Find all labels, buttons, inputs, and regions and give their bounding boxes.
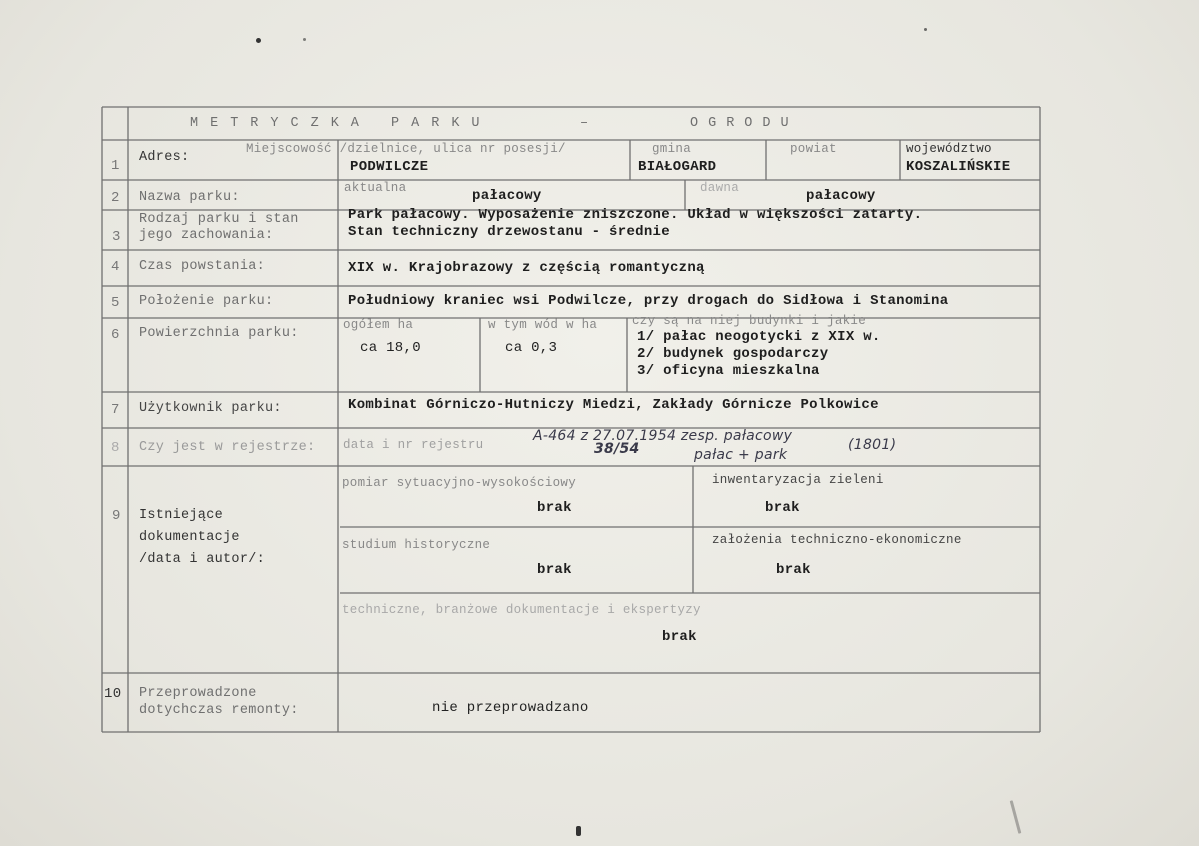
location-value: Południowy kraniec wsi Podwilcze, przy drogach do Sidłowa i Stanomina <box>348 293 949 309</box>
handwritten-registry-number: 38/54 <box>594 441 640 457</box>
total-area-label: ogółem ha <box>343 318 414 332</box>
docs-label-line2: dokumentacje <box>139 530 240 545</box>
creation-time-value: XIX w. Krajobrazowy z częścią romantyczną <box>348 260 705 276</box>
user-value: Kombinat Górniczo-Hutniczy Miedzi, Zakłady Górnicze Polkowice <box>348 397 879 413</box>
survey-value: brak <box>537 500 572 516</box>
row-number: 4 <box>111 259 120 275</box>
row-number: 10 <box>104 686 122 702</box>
handwritten-year: (1801) <box>848 437 897 453</box>
current-name-label: aktualna <box>344 181 407 195</box>
buildings-item: 2/ budynek gospodarczy <box>637 346 829 362</box>
voivodeship-label: województwo <box>906 142 992 156</box>
row-number: 5 <box>111 295 120 311</box>
econ-value: brak <box>776 562 811 578</box>
row-number: 1 <box>111 158 120 174</box>
row-number: 2 <box>111 190 120 206</box>
inventory-value: brak <box>765 500 800 516</box>
row-number: 8 <box>111 440 120 456</box>
current-name-value: pałacowy <box>472 188 542 204</box>
park-type-line1: Park pałacowy. Wyposażenie zniszczone. Układ w większości zatarty. <box>348 207 923 223</box>
user-label: Użytkownik parku: <box>139 401 282 416</box>
park-type-line2: Stan techniczny drzewostanu - średnie <box>348 224 670 240</box>
docs-label-line1: Istniejące <box>139 508 224 523</box>
scan-speck <box>256 38 261 43</box>
tech-docs-value: brak <box>662 629 697 645</box>
tech-docs-label: techniczne, branżowe dokumentacje i ekspertyzy <box>342 603 701 617</box>
history-label: studium historyczne <box>342 538 491 552</box>
park-type-label-line2: jego zachowania: <box>139 228 274 243</box>
former-name-label: dawna <box>700 181 740 195</box>
locality-label: Miejscowość /dzielnice, ulica nr posesji/ <box>246 142 566 156</box>
location-label: Położenie parku: <box>139 294 274 309</box>
voivodeship-value: KOSZALIŃSKIE <box>906 159 1011 175</box>
row-number: 3 <box>112 229 121 245</box>
powiat-label: powiat <box>790 142 837 156</box>
buildings-label: czy są na niej budynki i jakie <box>632 314 867 328</box>
buildings-item: 3/ oficyna mieszkalna <box>637 363 820 379</box>
registry-date-label: data i nr rejestru <box>343 438 484 452</box>
scan-speck <box>303 38 306 41</box>
park-type-label-line1: Rodzaj parku i stan <box>139 212 299 227</box>
address-label: Adres: <box>139 150 190 165</box>
buildings-item: 1/ pałac neogotycki z XIX w. <box>637 329 881 345</box>
econ-label: założenia techniczno-ekonomiczne <box>712 533 962 547</box>
creation-time-label: Czas powstania: <box>139 259 266 274</box>
row-number: 7 <box>111 402 120 418</box>
handwritten-note: pałac + park <box>694 447 788 463</box>
repairs-value: nie przeprowadzano <box>432 700 589 716</box>
form-title-dash: – <box>580 116 589 131</box>
park-name-label: Nazwa parku: <box>139 190 240 205</box>
water-area-label: w tym wód w ha <box>488 318 598 332</box>
docs-label-line3: /data i autor/: <box>139 552 266 567</box>
locality-value: PODWILCZE <box>350 159 429 175</box>
registry-label: Czy jest w rejestrze: <box>139 440 316 455</box>
repairs-label-line2: dotychczas remonty: <box>139 703 299 718</box>
row-number: 9 <box>112 508 121 524</box>
former-name-value: pałacowy <box>806 188 876 204</box>
repairs-label-line1: Przeprowadzone <box>139 686 257 701</box>
gmina-value: BIAŁOGARD <box>638 159 717 175</box>
water-area-value: ca 0,3 <box>505 340 558 356</box>
row-number: 6 <box>111 327 120 343</box>
handwritten-registry-entry: A-464 z 27.07.1954 zesp. pałacowy <box>533 428 793 444</box>
survey-label: pomiar sytuacyjno-wysokościowy <box>342 476 577 490</box>
form-title-right: OGRODU <box>690 116 799 131</box>
total-area-value: ca 18,0 <box>360 340 421 356</box>
gmina-label: gmina <box>652 142 692 156</box>
area-label: Powierzchnia parku: <box>139 326 299 341</box>
inventory-label: inwentaryzacja zieleni <box>712 473 884 487</box>
history-value: brak <box>537 562 572 578</box>
scan-speck <box>924 28 927 31</box>
scan-speck <box>576 826 581 836</box>
form-title-left: METRYCZKA PARKU <box>190 116 492 131</box>
